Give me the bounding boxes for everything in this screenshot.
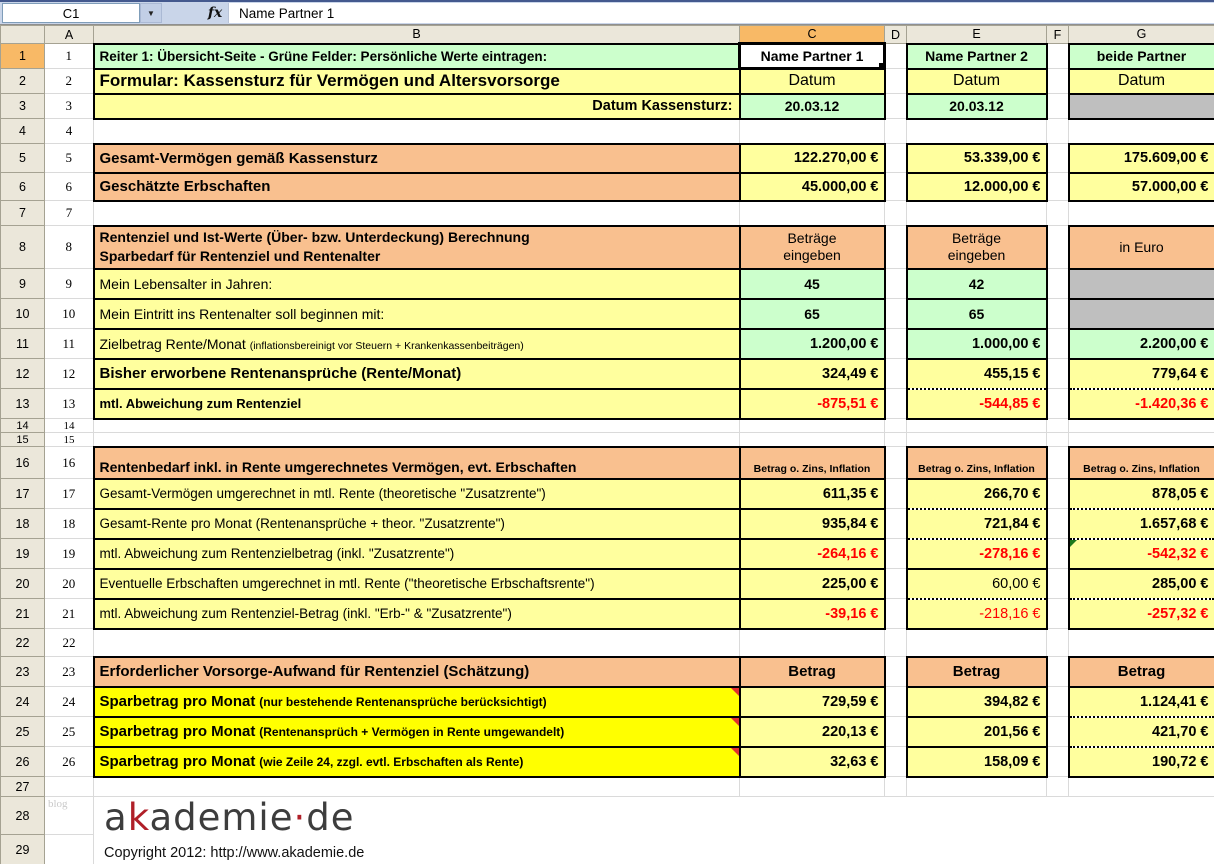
cell-C16[interactable]: Betrag o. Zins, Inflation <box>740 447 885 479</box>
cell-A12[interactable]: 12 <box>45 359 94 389</box>
cell-C26[interactable]: 32,63 € <box>740 747 885 777</box>
cell-B1[interactable]: Reiter 1: Übersicht-Seite - Grüne Felder: Persönliche Werte eintragen: <box>94 44 740 69</box>
row-15 <box>1 433 1214 447</box>
cell-D10[interactable] <box>885 299 907 329</box>
cell-A4[interactable]: 4 <box>45 119 94 144</box>
cell-C7[interactable] <box>740 201 885 226</box>
row-header-15[interactable]: 15 <box>1 433 45 447</box>
cell-G13[interactable]: -1.420,36 € <box>1069 389 1214 419</box>
cell-G17[interactable]: 878,05 € <box>1069 479 1214 509</box>
cell-D25[interactable] <box>885 717 907 747</box>
row-11 <box>1 329 1214 359</box>
cell-F19[interactable] <box>1047 539 1069 569</box>
cell-E16[interactable]: Betrag o. Zins, Inflation <box>907 447 1047 479</box>
cell-D11[interactable] <box>885 329 907 359</box>
cell-A28-blog-label[interactable]: blog <box>45 797 94 835</box>
cell-D26[interactable] <box>885 747 907 777</box>
row-header-25[interactable]: 25 <box>1 717 45 747</box>
col-header-A[interactable]: A <box>45 26 94 44</box>
cell-A22[interactable]: 22 <box>45 629 94 657</box>
cell-F11[interactable] <box>1047 329 1069 359</box>
cell-B26-main: Sparbetrag pro Monat <box>99 753 256 770</box>
cell-B3[interactable]: Datum Kassensturz: <box>94 94 740 119</box>
row-header-8[interactable]: 8 <box>1 226 45 269</box>
row-21 <box>1 599 1214 629</box>
row-header-22[interactable]: 22 <box>1 629 45 657</box>
cell-A11[interactable]: 11 <box>45 329 94 359</box>
cell-E14[interactable] <box>907 419 1047 433</box>
cell-B5[interactable]: Gesamt-Vermögen gemäß Kassensturz <box>94 144 740 173</box>
row-25 <box>1 717 1214 747</box>
row-header-9[interactable]: 9 <box>1 269 45 299</box>
cell-F27[interactable] <box>1047 777 1069 797</box>
col-header-D[interactable]: D <box>885 26 907 44</box>
cell-A15[interactable]: 15 <box>45 433 94 447</box>
cell-E2[interactable]: Datum <box>907 69 1047 94</box>
formula-bar <box>0 0 1214 25</box>
row-header-21[interactable]: 21 <box>1 599 45 629</box>
row-header-12[interactable]: 12 <box>1 359 45 389</box>
cell-A16[interactable]: 16 <box>45 447 94 479</box>
cell-C10[interactable]: 65 <box>740 299 885 329</box>
cell-B20[interactable]: Eventuelle Erbschaften umgerechnet in mtl. Rente ("theoretische Erbschaftsrente") <box>94 569 740 599</box>
row-12 <box>1 359 1214 389</box>
cell-B13[interactable]: mtl. Abweichung zum Rentenziel <box>94 389 740 419</box>
cell-F24[interactable] <box>1047 687 1069 717</box>
cell-F10[interactable] <box>1047 299 1069 329</box>
cell-D18[interactable] <box>885 509 907 539</box>
cell-F3[interactable] <box>1047 94 1069 119</box>
cell-C2[interactable]: Datum <box>740 69 885 94</box>
cell-A25[interactable]: 25 <box>45 717 94 747</box>
row-17 <box>1 479 1214 509</box>
cell-A29[interactable] <box>45 835 94 864</box>
logo-text-red-k: k <box>127 796 150 839</box>
cell-F23[interactable] <box>1047 657 1069 687</box>
row-header-6[interactable]: 6 <box>1 173 45 201</box>
cell-D16[interactable] <box>885 447 907 479</box>
cell-G16[interactable]: Betrag o. Zins, Inflation <box>1069 447 1214 479</box>
row-header-28[interactable]: 28 <box>1 797 45 835</box>
cell-B6[interactable]: Geschätzte Erbschaften <box>94 173 740 201</box>
cell-G7[interactable] <box>1069 201 1214 226</box>
row-header-26[interactable]: 26 <box>1 747 45 777</box>
cell-E4[interactable] <box>907 119 1047 144</box>
row-23 <box>1 657 1214 687</box>
row-header-4[interactable]: 4 <box>1 119 45 144</box>
cell-B8-line2: Sparbedarf für Rentenziel und Rentenalter <box>99 248 381 264</box>
cell-F5[interactable] <box>1047 144 1069 173</box>
cell-A17[interactable]: 17 <box>45 479 94 509</box>
cell-C18[interactable]: 935,84 € <box>740 509 885 539</box>
row-8 <box>1 226 1214 269</box>
row-header-18[interactable]: 18 <box>1 509 45 539</box>
cell-C6[interactable]: 45.000,00 € <box>740 173 885 201</box>
row-header-11[interactable]: 11 <box>1 329 45 359</box>
cell-A3[interactable]: 3 <box>45 94 94 119</box>
name-box-dropdown-button[interactable] <box>140 3 162 23</box>
cell-G26[interactable]: 190,72 € <box>1069 747 1214 777</box>
cell-C5[interactable]: 122.270,00 € <box>740 144 885 173</box>
cell-F13[interactable] <box>1047 389 1069 419</box>
insert-function-button[interactable] <box>202 2 228 24</box>
row-header-23[interactable]: 23 <box>1 657 45 687</box>
cell-E5[interactable]: 53.339,00 € <box>907 144 1047 173</box>
cell-E22[interactable] <box>907 629 1047 657</box>
cell-F22[interactable] <box>1047 629 1069 657</box>
row-header-10[interactable]: 10 <box>1 299 45 329</box>
row-6 <box>1 173 1214 201</box>
cell-E11[interactable]: 1.000,00 € <box>907 329 1047 359</box>
cell-C19[interactable]: -264,16 € <box>740 539 885 569</box>
cell-G14[interactable] <box>1069 419 1214 433</box>
cell-D20[interactable] <box>885 569 907 599</box>
row-header-19[interactable]: 19 <box>1 539 45 569</box>
cell-A26[interactable]: 26 <box>45 747 94 777</box>
cell-C11[interactable]: 1.200,00 € <box>740 329 885 359</box>
cell-G22[interactable] <box>1069 629 1214 657</box>
cell-C9[interactable]: 45 <box>740 269 885 299</box>
col-header-F[interactable]: F <box>1047 26 1069 44</box>
cell-G19[interactable]: -542,32 € <box>1069 539 1214 569</box>
cell-F26[interactable] <box>1047 747 1069 777</box>
cell-A21[interactable]: 21 <box>45 599 94 629</box>
cell-G21[interactable]: -257,32 € <box>1069 599 1214 629</box>
cell-A8[interactable]: 8 <box>45 226 94 269</box>
row-18 <box>1 509 1214 539</box>
cell-F4[interactable] <box>1047 119 1069 144</box>
cell-B2[interactable]: Formular: Kassensturz für Vermögen und Altersvorsorge <box>94 69 740 94</box>
row-header-27[interactable]: 27 <box>1 777 45 797</box>
logo-text: a <box>104 796 128 839</box>
col-header-C[interactable]: C <box>740 26 885 44</box>
cell-B26-note: (wie Zeile 24, zzgl. evtl. Erbschaften als Rente) <box>259 755 524 769</box>
row-header-16[interactable]: 16 <box>1 447 45 479</box>
cell-F18[interactable] <box>1047 509 1069 539</box>
row-header-14[interactable]: 14 <box>1 419 45 433</box>
cell-E17[interactable]: 266,70 € <box>907 479 1047 509</box>
cell-F8[interactable] <box>1047 226 1069 269</box>
cell-C15[interactable] <box>740 433 885 447</box>
cell-A2[interactable]: 2 <box>45 69 94 94</box>
cell-B11-main: Zielbetrag Rente/Monat <box>99 335 246 352</box>
row-1 <box>1 44 1214 69</box>
cell-B10[interactable]: Mein Eintritt ins Rentenalter soll beginnen mit: <box>94 299 740 329</box>
row-header-20[interactable]: 20 <box>1 569 45 599</box>
cell-G9[interactable] <box>1069 269 1214 299</box>
cell-C17[interactable]: 611,35 € <box>740 479 885 509</box>
cell-C12[interactable]: 324,49 € <box>740 359 885 389</box>
row-header-3[interactable]: 3 <box>1 94 45 119</box>
cell-A6[interactable]: 6 <box>45 173 94 201</box>
cell-G1[interactable]: beide Partner <box>1069 44 1214 69</box>
cell-D12[interactable] <box>885 359 907 389</box>
cell-B24-main: Sparbetrag pro Monat <box>99 693 256 710</box>
cell-E23[interactable]: Betrag <box>907 657 1047 687</box>
col-header-E[interactable]: E <box>907 26 1047 44</box>
row-16 <box>1 447 1214 479</box>
row-14 <box>1 419 1214 433</box>
cell-D24[interactable] <box>885 687 907 717</box>
cell-B24[interactable] <box>94 687 740 717</box>
cell-D21[interactable] <box>885 599 907 629</box>
cell-D9[interactable] <box>885 269 907 299</box>
cell-E20[interactable]: 60,00 € <box>907 569 1047 599</box>
row-20 <box>1 569 1214 599</box>
formula-content: Name Partner 1 <box>239 5 335 21</box>
row-26 <box>1 747 1214 777</box>
name-box-value: C1 <box>62 5 80 21</box>
row-10 <box>1 299 1214 329</box>
cell-F12[interactable] <box>1047 359 1069 389</box>
cell-B16[interactable]: Rentenbedarf inkl. in Rente umgerechnetes Vermögen, evt. Erbschaften <box>94 447 740 479</box>
cell-A13[interactable]: 13 <box>45 389 94 419</box>
row-4 <box>1 119 1214 144</box>
cell-B21[interactable]: mtl. Abweichung zum Rentenziel-Betrag (inkl. "Erb-" & "Zusatzrente") <box>94 599 740 629</box>
cell-B23[interactable]: Erforderlicher Vorsorge-Aufwand für Rentenziel (Schätzung) <box>94 657 740 687</box>
cell-B7[interactable] <box>94 201 740 226</box>
cell-D23[interactable] <box>885 657 907 687</box>
cell-C24[interactable]: 729,59 € <box>740 687 885 717</box>
cell-F17[interactable] <box>1047 479 1069 509</box>
row-7 <box>1 201 1214 226</box>
cell-G5[interactable]: 175.609,00 € <box>1069 144 1214 173</box>
cell-D6[interactable] <box>885 173 907 201</box>
cell-G10[interactable] <box>1069 299 1214 329</box>
col-header-B[interactable]: B <box>94 26 740 44</box>
cell-C14[interactable] <box>740 419 885 433</box>
cell-A24[interactable]: 24 <box>45 687 94 717</box>
cell-E27[interactable] <box>907 777 1047 797</box>
cell-D3[interactable] <box>885 94 907 119</box>
cell-F15[interactable] <box>1047 433 1069 447</box>
cell-D2[interactable] <box>885 69 907 94</box>
cell-B15[interactable] <box>94 433 740 447</box>
cell-B9[interactable]: Mein Lebensalter in Jahren: <box>94 269 740 299</box>
cell-A18[interactable]: 18 <box>45 509 94 539</box>
cell-G3[interactable] <box>1069 94 1214 119</box>
cell-B17[interactable]: Gesamt-Vermögen umgerechnet in mtl. Rente (theoretische "Zusatzrente") <box>94 479 740 509</box>
cell-E12[interactable]: 455,15 € <box>907 359 1047 389</box>
cell-B11[interactable] <box>94 329 740 359</box>
formula-input[interactable] <box>228 3 1214 23</box>
cell-C22[interactable] <box>740 629 885 657</box>
cell-D13[interactable] <box>885 389 907 419</box>
cell-D5[interactable] <box>885 144 907 173</box>
spreadsheet-grid <box>0 25 1214 864</box>
row-24 <box>1 687 1214 717</box>
cell-B18[interactable]: Gesamt-Rente pro Monat (Rentenansprüche + theor. "Zusatzrente") <box>94 509 740 539</box>
cell-A20[interactable]: 20 <box>45 569 94 599</box>
cell-B12[interactable]: Bisher erworbene Rentenansprüche (Rente/Monat) <box>94 359 740 389</box>
row-3 <box>1 94 1214 119</box>
name-box[interactable] <box>2 3 140 23</box>
row-header-2[interactable]: 2 <box>1 69 45 94</box>
cell-D17[interactable] <box>885 479 907 509</box>
cell-F9[interactable] <box>1047 269 1069 299</box>
cell-F20[interactable] <box>1047 569 1069 599</box>
row-13 <box>1 389 1214 419</box>
row-header-29[interactable]: 29 <box>1 835 45 864</box>
row-28 <box>1 797 1214 835</box>
cell-A5[interactable]: 5 <box>45 144 94 173</box>
cell-G27[interactable] <box>1069 777 1214 797</box>
cell-B25[interactable] <box>94 717 740 747</box>
cell-D4[interactable] <box>885 119 907 144</box>
cell-F14[interactable] <box>1047 419 1069 433</box>
cell-E25[interactable]: 201,56 € <box>907 717 1047 747</box>
cell-G12[interactable]: 779,64 € <box>1069 359 1214 389</box>
cell-E19[interactable]: -278,16 € <box>907 539 1047 569</box>
cell-G11[interactable]: 2.200,00 € <box>1069 329 1214 359</box>
cell-E3[interactable]: 20.03.12 <box>907 94 1047 119</box>
cell-E6[interactable]: 12.000,00 € <box>907 173 1047 201</box>
cell-C1-selected[interactable]: Name Partner 1 <box>740 44 885 69</box>
logo-dot-icon: · <box>293 796 307 839</box>
cell-A23[interactable]: 23 <box>45 657 94 687</box>
row-9 <box>1 269 1214 299</box>
cell-D1[interactable] <box>885 44 907 69</box>
cell-G20[interactable]: 285,00 € <box>1069 569 1214 599</box>
cell-F21[interactable] <box>1047 599 1069 629</box>
cell-B4[interactable] <box>94 119 740 144</box>
cell-G24[interactable]: 1.124,41 € <box>1069 687 1214 717</box>
cell-A7[interactable]: 7 <box>45 201 94 226</box>
cell-C13[interactable]: -875,51 € <box>740 389 885 419</box>
cell-D8[interactable] <box>885 226 907 269</box>
cell-C4[interactable] <box>740 119 885 144</box>
cell-C20[interactable]: 225,00 € <box>740 569 885 599</box>
cell-E10[interactable]: 65 <box>907 299 1047 329</box>
cell-G15[interactable] <box>1069 433 1214 447</box>
cell-C21[interactable]: -39,16 € <box>740 599 885 629</box>
cell-E24[interactable]: 394,82 € <box>907 687 1047 717</box>
cell-B27[interactable] <box>94 777 740 797</box>
cell-E21[interactable]: -218,16 € <box>907 599 1047 629</box>
cell-E9[interactable]: 42 <box>907 269 1047 299</box>
cell-B14[interactable] <box>94 419 740 433</box>
cell-D7[interactable] <box>885 201 907 226</box>
row-27 <box>1 777 1214 797</box>
cell-D22[interactable] <box>885 629 907 657</box>
cell-E7[interactable] <box>907 201 1047 226</box>
cell-G4[interactable] <box>1069 119 1214 144</box>
cell-B24-note: (nur bestehende Rentenansprüche berücksichtigt) <box>259 695 547 709</box>
cell-C8[interactable]: Beträge eingeben <box>740 226 885 269</box>
row-header-13[interactable]: 13 <box>1 389 45 419</box>
cell-C23[interactable]: Betrag <box>740 657 885 687</box>
cell-A14[interactable]: 14 <box>45 419 94 433</box>
cell-F1[interactable] <box>1047 44 1069 69</box>
cell-A9[interactable]: 9 <box>45 269 94 299</box>
cell-G23[interactable]: Betrag <box>1069 657 1214 687</box>
cell-B8[interactable] <box>94 226 740 269</box>
fx-icon: fx <box>207 5 223 21</box>
cell-E13[interactable]: -544,85 € <box>907 389 1047 419</box>
cell-G25[interactable]: 421,70 € <box>1069 717 1214 747</box>
cell-B26[interactable] <box>94 747 740 777</box>
cell-G2[interactable]: Datum <box>1069 69 1214 94</box>
cell-E26[interactable]: 158,09 € <box>907 747 1047 777</box>
cell-D15[interactable] <box>885 433 907 447</box>
cell-G8[interactable]: in Euro <box>1069 226 1214 269</box>
cell-G6[interactable]: 57.000,00 € <box>1069 173 1214 201</box>
cell-B22[interactable] <box>94 629 740 657</box>
cell-A19[interactable]: 19 <box>45 539 94 569</box>
cell-D27[interactable] <box>885 777 907 797</box>
copyright-text: Copyright 2012: http://www.akademie.de <box>104 844 365 861</box>
column-header-row <box>1 26 1214 44</box>
logo-text: ademie <box>149 796 294 839</box>
col-header-G[interactable]: G <box>1069 26 1214 44</box>
cell-C3[interactable]: 20.03.12 <box>740 94 885 119</box>
cell-C25[interactable]: 220,13 € <box>740 717 885 747</box>
cell-E1[interactable]: Name Partner 2 <box>907 44 1047 69</box>
cell-D14[interactable] <box>885 419 907 433</box>
cell-F25[interactable] <box>1047 717 1069 747</box>
row-header-7[interactable]: 7 <box>1 201 45 226</box>
cell-B8-line1: Rentenziel und Ist-Werte (Über- bzw. Unterdeckung) Berechnung <box>99 229 530 246</box>
cell-F7[interactable] <box>1047 201 1069 226</box>
cell-A1[interactable]: 1 <box>45 44 94 69</box>
row-header-17[interactable]: 17 <box>1 479 45 509</box>
row-header-24[interactable]: 24 <box>1 687 45 717</box>
cell-A27[interactable] <box>45 777 94 797</box>
row-19 <box>1 539 1214 569</box>
cell-C27[interactable] <box>740 777 885 797</box>
row-22 <box>1 629 1214 657</box>
cell-E8[interactable]: Beträge eingeben <box>907 226 1047 269</box>
cell-F2[interactable] <box>1047 69 1069 94</box>
row-header-5[interactable]: 5 <box>1 144 45 173</box>
row-2 <box>1 69 1214 94</box>
cell-B25-note: (Rentenansprüch + Vermögen in Rente umgewandelt) <box>259 725 565 739</box>
logo-text: de <box>306 796 355 839</box>
akademie-logo <box>104 796 1212 839</box>
footer-branding-area[interactable] <box>94 797 1214 864</box>
select-all-corner[interactable] <box>1 26 45 44</box>
cell-B19[interactable]: mtl. Abweichung zum Rentenzielbetrag (inkl. "Zusatzrente") <box>94 539 740 569</box>
cell-F6[interactable] <box>1047 173 1069 201</box>
cell-E15[interactable] <box>907 433 1047 447</box>
cell-F16[interactable] <box>1047 447 1069 479</box>
chevron-down-icon: ▼ <box>147 8 155 18</box>
cell-B11-note: (inflationsbereinigt vor Steuern + Krankenkassenbeiträgen) <box>249 339 524 352</box>
row-5 <box>1 144 1214 173</box>
cell-G18[interactable]: 1.657,68 € <box>1069 509 1214 539</box>
cell-B25-main: Sparbetrag pro Monat <box>99 723 256 740</box>
cell-D19[interactable] <box>885 539 907 569</box>
row-header-1[interactable]: 1 <box>1 44 45 69</box>
cell-E18[interactable]: 721,84 € <box>907 509 1047 539</box>
cell-A10[interactable]: 10 <box>45 299 94 329</box>
